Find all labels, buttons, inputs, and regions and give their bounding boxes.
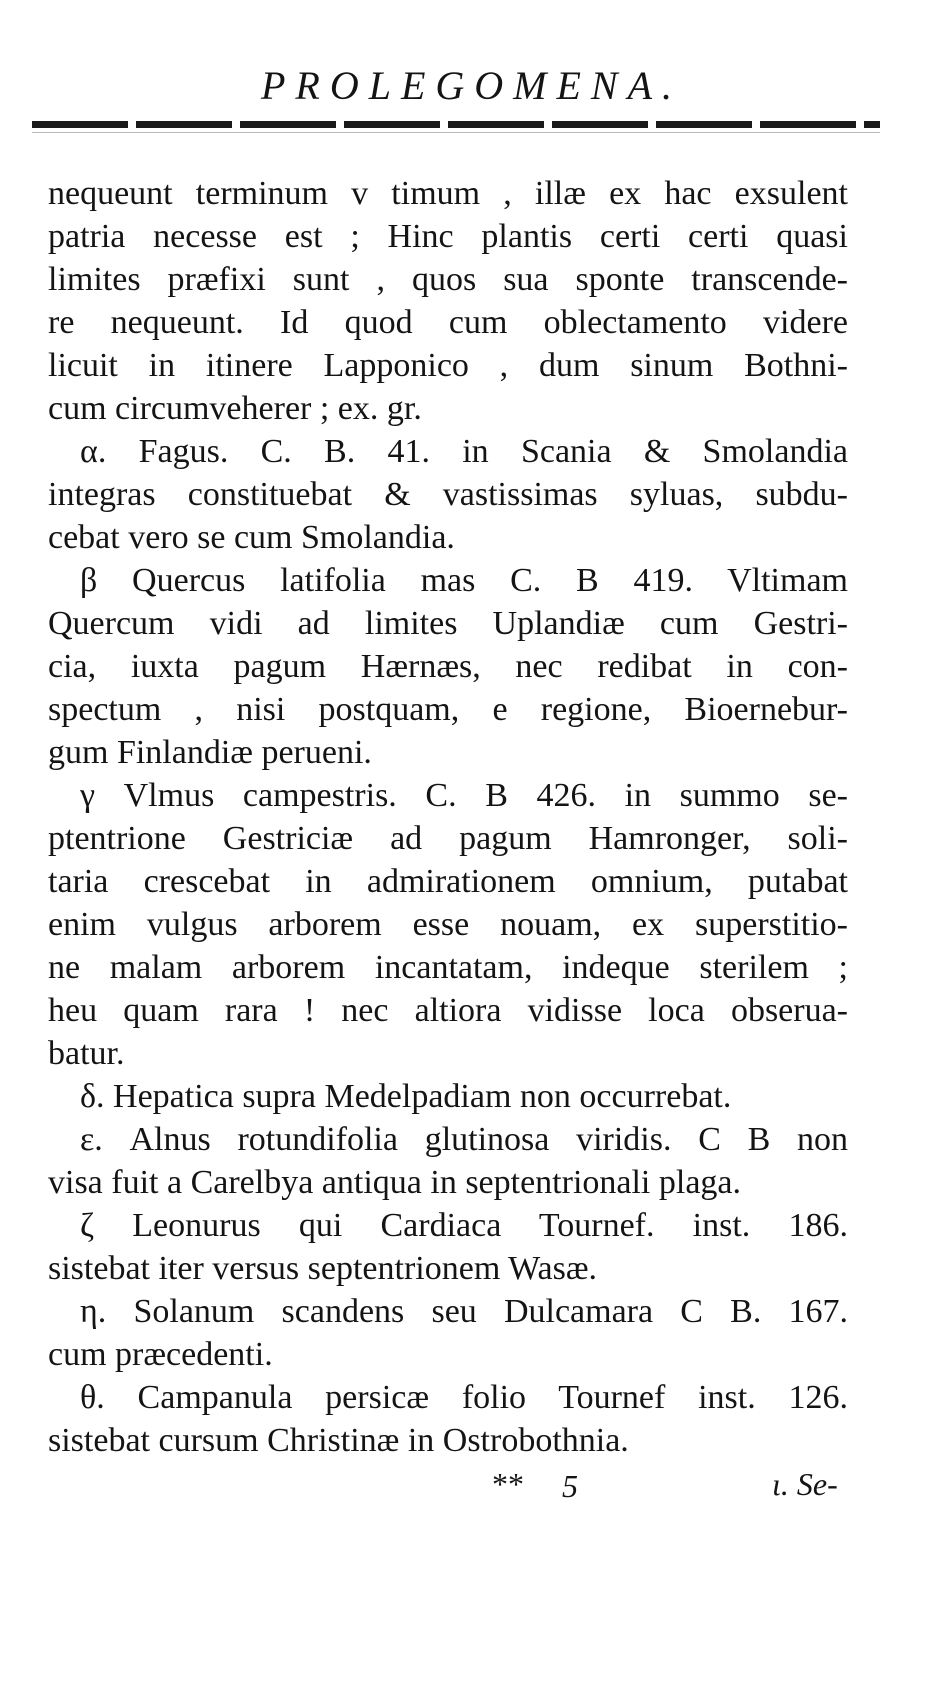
text-line: cum præcedenti. (48, 1336, 273, 1373)
text-line: enim vulgus arborem esse nouam, ex superstitio- (48, 906, 848, 943)
entry-line-beta: β Quercus latifolia mas C. B 419. Vltimam (80, 562, 848, 599)
text-line: heu quam rara ! nec altiora vidisse loca obserua- (48, 992, 848, 1029)
text-line: sistebat cursum Christinæ in Ostrobothnia. (48, 1422, 629, 1459)
catchword: ι. Se- (772, 1466, 838, 1502)
text-line: nequeunt terminum v timum , illæ ex hac exsulent (48, 175, 848, 212)
header-rule-thin (32, 132, 880, 133)
entry-line-alpha: α. Fagus. C. B. 41. in Scania & Smolandia (80, 433, 848, 470)
text-line: Quercum vidi ad limites Uplandiæ cum Gestri- (48, 605, 848, 642)
entry-line-theta: θ. Campanula persicæ folio Tournef inst. 126. (80, 1379, 848, 1416)
text-line: ptentrione Gestriciæ ad pagum Hamronger, soli- (48, 820, 848, 857)
text-line: cia, iuxta pagum Hærnæs, nec redibat in con- (48, 648, 848, 685)
entry-line-eta: η. Solanum scandens seu Dulcamara C B. 167. (80, 1293, 848, 1330)
text-line: limites præfixi sunt , quos sua sponte transcende- (48, 261, 848, 298)
entry-line-gamma: γ Vlmus campestris. C. B 426. in summo se- (80, 777, 848, 814)
page-footer (0, 1466, 933, 1516)
signature-number: 5 (562, 1468, 578, 1504)
text-line: spectum , nisi postquam, e regione, Bioernebur- (48, 691, 848, 728)
text-line: gum Finlandiæ perueni. (48, 734, 372, 771)
header-rule (32, 121, 880, 128)
entry-line-epsilon: ε. Alnus rotundifolia glutinosa viridis. C B non (80, 1121, 848, 1158)
entry-line-zeta: ζ Leonurus qui Cardiaca Tournef. inst. 186. (80, 1207, 848, 1244)
text-line: licuit in itinere Lapponico , dum sinum Bothni- (48, 347, 848, 384)
signature-mark: ** (492, 1466, 524, 1502)
text-line: cebat vero se cum Smolandia. (48, 519, 455, 556)
text-line: batur. (48, 1035, 125, 1072)
text-line: re nequeunt. Id quod cum oblectamento videre (48, 304, 848, 341)
text-line: integras constituebat & vastissimas syluas, subdu- (48, 476, 848, 513)
text-line: sistebat iter versus septentrionem Wasæ. (48, 1250, 598, 1287)
text-line: visa fuit a Carelbya antiqua in septentrionali plaga. (48, 1164, 741, 1201)
text-line: patria necesse est ; Hinc plantis certi certi quasi (48, 218, 848, 255)
text-line: taria crescebat in admirationem omnium, putabat (48, 863, 848, 900)
text-line: cum circumveherer ; ex. gr. (48, 390, 422, 427)
text-line: ne malam arborem incantatam, indeque sterilem ; (48, 949, 848, 986)
running-header: PROLEGOMENA. (260, 63, 683, 108)
entry-line-delta: δ. Hepatica supra Medelpadiam non occurrebat. (80, 1078, 732, 1115)
